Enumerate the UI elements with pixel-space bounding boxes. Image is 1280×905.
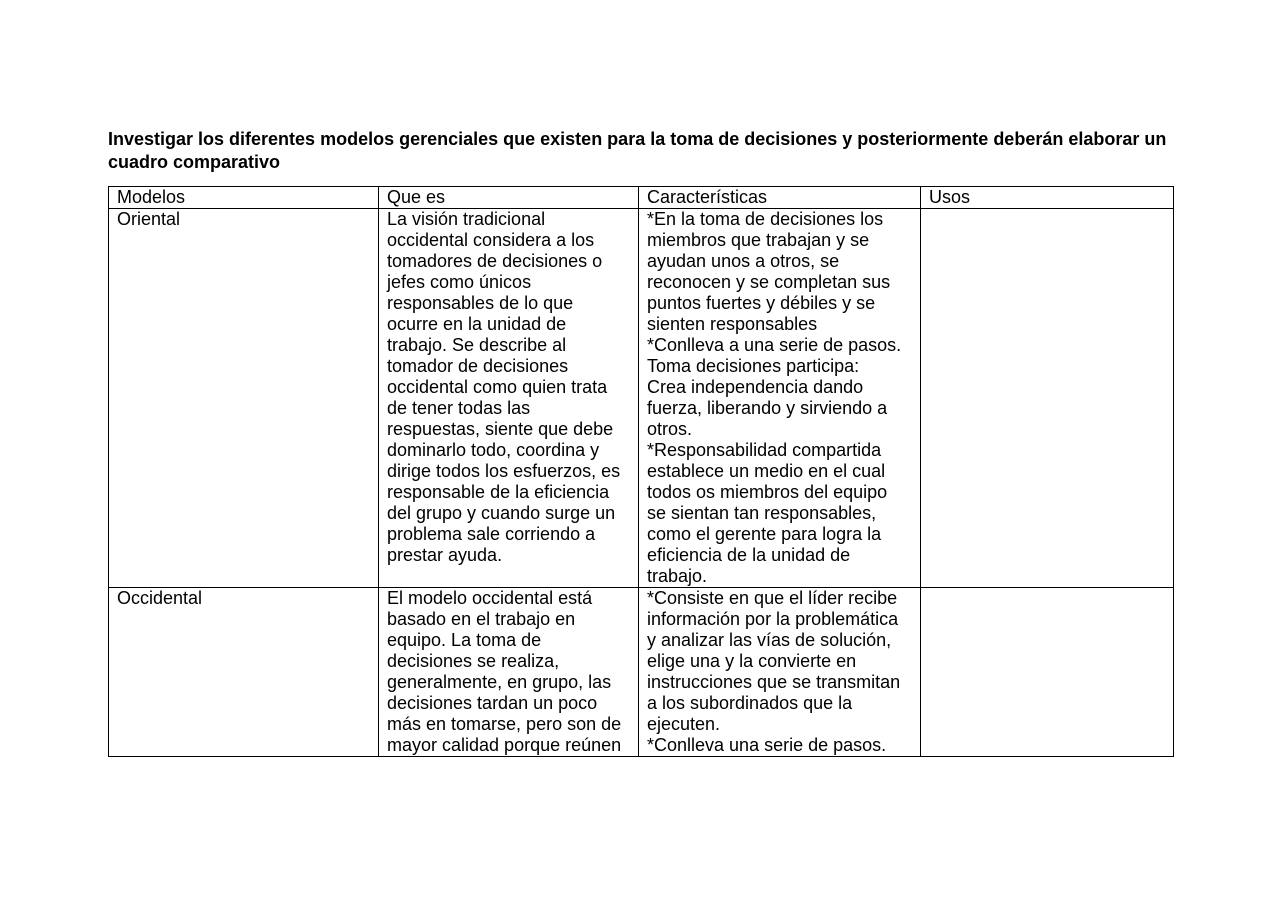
comparison-table [108, 186, 1174, 757]
cell-text-line: Crea independencia dando [647, 377, 864, 397]
cell-text-line: a los subordinados que la [647, 693, 853, 713]
cell-text-line: y analizar las vías de solución, [647, 630, 892, 650]
uses-cell [921, 209, 1174, 588]
cell-text-line: occidental como quien trata [387, 377, 608, 397]
model-name-cell: Occidental [109, 588, 379, 757]
header-que-es: Que es [379, 187, 639, 209]
cell-text-line: fuerza, liberando y sirviendo a [647, 398, 888, 418]
cell-text-line: más en tomarse, pero son de [387, 714, 622, 734]
cell-text-line: reconocen y se completan sus [647, 272, 891, 292]
header-caracteristicas: Características [639, 187, 921, 209]
description-cell [379, 209, 639, 588]
cell-text-line: prestar ayuda. [387, 545, 503, 565]
cell-text-line: mayor calidad porque reúnen [387, 735, 622, 755]
cell-text-line: establece un medio en el cual [647, 461, 886, 481]
uses-cell [921, 588, 1174, 757]
cell-text-line: dominarlo todo, coordina y [387, 440, 600, 460]
cell-text-line: de tener todas las [387, 398, 531, 418]
model-name-cell: Oriental [109, 209, 379, 588]
cell-text-line: La visión tradicional [387, 209, 546, 229]
cell-text-line: instrucciones que se transmitan [647, 672, 901, 692]
cell-text-line: trabajo. Se describe al [387, 335, 567, 355]
characteristics-cell [639, 209, 921, 588]
cell-text-line: tomador de decisiones [387, 356, 569, 376]
table-header-row [109, 187, 1174, 209]
cell-text-line: *Conlleva una serie de pasos. [647, 735, 887, 755]
cell-text-line: equipo. La toma de [387, 630, 542, 650]
cell-text-line: como el gerente para logra la [647, 524, 882, 544]
cell-text-line: se sientan tan responsables, [647, 503, 877, 523]
cell-text-line: jefes como únicos [387, 272, 532, 292]
cell-text-line: decisiones tardan un poco [387, 693, 598, 713]
cell-text-line: trabajo. [647, 566, 708, 586]
cell-text-line: ayudan unos a otros, se [647, 251, 840, 271]
cell-text-line: del grupo y cuando surge un [387, 503, 616, 523]
cell-text-line: El modelo occidental está [387, 588, 593, 608]
cell-text-line: *Conlleva a una serie de pasos. [647, 335, 902, 355]
cell-text-line: *Responsabilidad compartida [647, 440, 882, 460]
cell-text-line: elige una y la convierte en [647, 651, 857, 671]
cell-text-line: Toma decisiones participa: [647, 356, 860, 376]
cell-text-line: respuestas, siente que debe [387, 419, 614, 439]
cell-text-line: dirige todos los esfuerzos, es [387, 461, 621, 481]
cell-text-line: ejecuten. [647, 714, 721, 734]
cell-text-line: responsables de lo que [387, 293, 574, 313]
cell-text-line: eficiencia de la unidad de [647, 545, 851, 565]
cell-text-line: miembros que trabajan y se [647, 230, 870, 250]
cell-text-line: tomadores de decisiones o [387, 251, 603, 271]
cell-text-line: generalmente, en grupo, las [387, 672, 612, 692]
characteristics-cell [639, 588, 921, 757]
cell-text-line: *Consiste en que el líder recibe [647, 588, 898, 608]
table-row-occidental [109, 588, 1174, 757]
cell-text-line: información por la problemática [647, 609, 899, 629]
cell-text-line: decisiones se realiza, [387, 651, 560, 671]
cell-text-line: responsable de la eficiencia [387, 482, 610, 502]
header-usos: Usos [921, 187, 1174, 209]
cell-text-line: basado en el trabajo en [387, 609, 576, 629]
table-row-oriental [109, 209, 1174, 588]
header-models: Modelos [109, 187, 379, 209]
cell-text-line: *En la toma de decisiones los [647, 209, 884, 229]
cell-text-line: todos os miembros del equipo [647, 482, 888, 502]
cell-text-line: otros. [647, 419, 693, 439]
cell-text-line: problema sale corriendo a [387, 524, 596, 544]
cell-text-line: sienten responsables [647, 314, 818, 334]
cell-text-line: occidental considera a los [387, 230, 595, 250]
description-cell [379, 588, 639, 757]
cell-text-line: puntos fuertes y débiles y se [647, 293, 876, 313]
cell-text-line: ocurre en la unidad de [387, 314, 567, 334]
document-heading: Investigar los diferentes modelos gerenciales que existen para la toma de decisiones y posteriormente deberán elaborar un cuadro comparativo [108, 129, 1167, 172]
